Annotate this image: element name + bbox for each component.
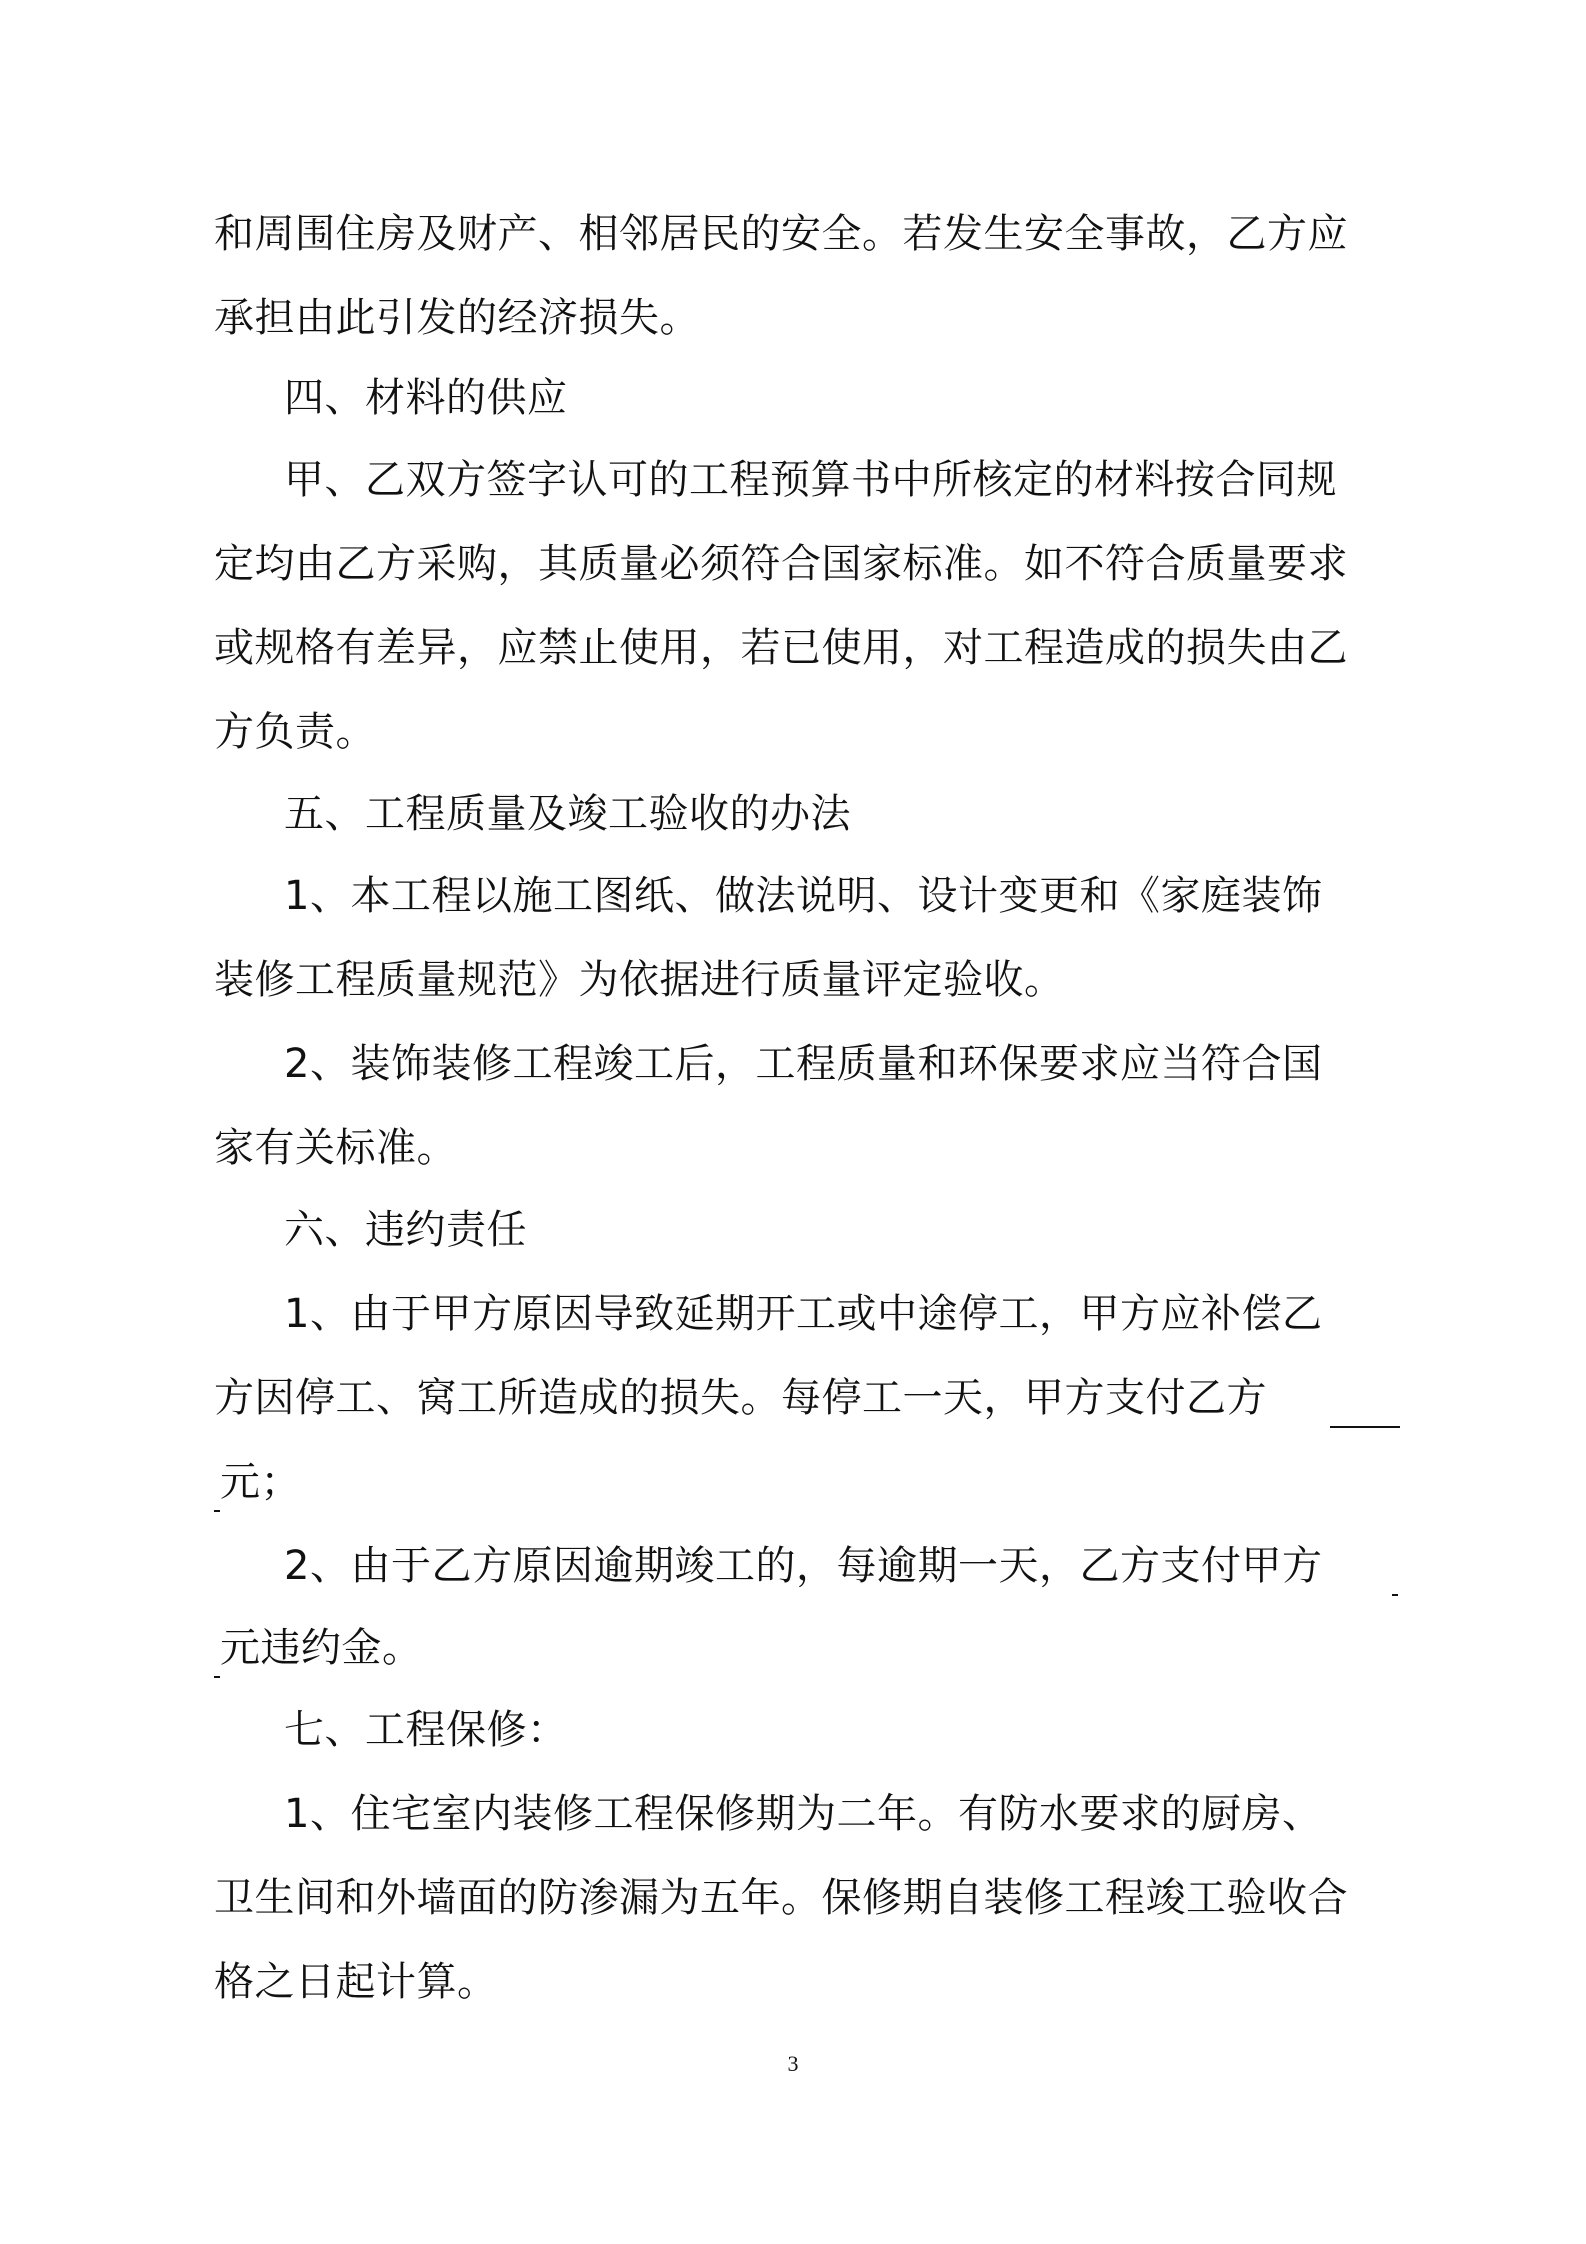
text-line-10: 装修工程质量规范》为依据进行质量评定验收。 <box>214 957 1065 1003</box>
text-line-18: 元违约金。 <box>220 1625 423 1671</box>
text-line-14: 1、由于甲方原因导致延期开工或中途停工，甲方应补偿乙 <box>284 1291 1323 1337</box>
page-number: 3 <box>787 2051 799 2076</box>
text-line-7: 方负责。 <box>214 709 376 755</box>
text-line-21: 卫生间和外墙面的防渗漏为五年。保修期自装修工程竣工验收合 <box>214 1875 1348 1921</box>
text-line-4: 甲、乙双方签字认可的工程预算书中所核定的材料按合同规 <box>284 457 1337 503</box>
text-line-5: 定均由乙方采购，其质量必须符合国家标准。如不符合质量要求 <box>214 541 1348 587</box>
section-heading-materials: 四、材料的供应 <box>284 375 568 421</box>
text-line-22: 格之日起计算。 <box>214 1959 498 2005</box>
text-line-2: 承担由此引发的经济损失。 <box>214 295 700 341</box>
text-line-11: 2、装饰装修工程竣工后，工程质量和环保要求应当符合国 <box>284 1041 1323 1087</box>
section-heading-warranty: 七、工程保修： <box>284 1707 568 1753</box>
text-line-20: 1、住宅室内装修工程保修期为二年。有防水要求的厨房、 <box>284 1791 1323 1837</box>
text-line-16: 元； <box>220 1459 301 1505</box>
section-heading-quality: 五、工程质量及竣工验收的办法 <box>284 791 851 837</box>
text-line-17: 2、由于乙方原因逾期竣工的，每逾期一天，乙方支付甲方 <box>284 1543 1323 1589</box>
text-line-12: 家有关标准。 <box>214 1125 457 1171</box>
text-line-6: 或规格有差异，应禁止使用，若已使用，对工程造成的损失由乙 <box>214 625 1348 671</box>
text-line-15: 方因停工、窝工所造成的损失。每停工一天，甲方支付乙方 <box>214 1375 1267 1421</box>
text-line-1: 和周围住房及财产、相邻居民的安全。若发生安全事故，乙方应 <box>214 211 1348 257</box>
blank-tick-3 <box>214 1676 220 1678</box>
fill-blank-daily-compensation <box>1330 1426 1400 1428</box>
section-heading-liability: 六、违约责任 <box>284 1207 527 1253</box>
blank-tick-1 <box>214 1510 220 1512</box>
blank-tick-2 <box>1392 1594 1398 1596</box>
text-line-9: 1、本工程以施工图纸、做法说明、设计变更和《家庭装饰 <box>284 873 1323 919</box>
